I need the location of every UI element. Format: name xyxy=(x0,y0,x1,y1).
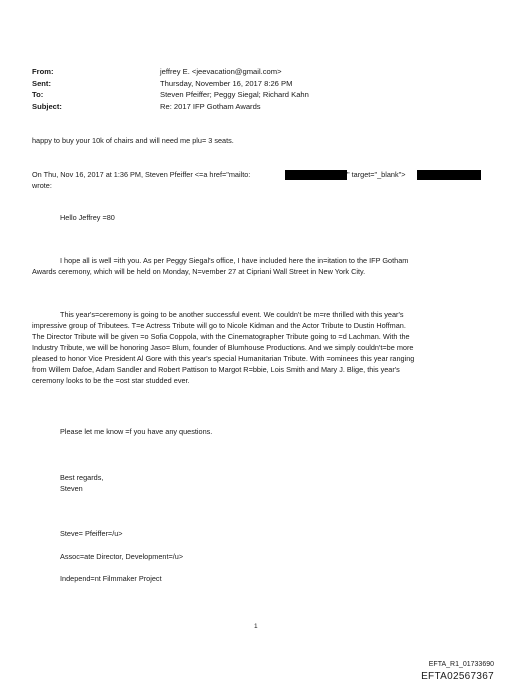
reply-text: happy to buy your 10k of chairs and will need me plu= 3 seats. xyxy=(32,136,234,145)
closing-name: Steven xyxy=(60,484,83,493)
redaction-box xyxy=(417,170,481,180)
from-label: From: xyxy=(32,67,54,76)
sent-value: Thursday, November 16, 2017 8:26 PM xyxy=(160,79,293,88)
page-number: 1 xyxy=(254,623,258,630)
paragraph-2-line: pleased to honor Vice President Al Gore with this year's special Humanitarian Tribute. With =ominees this year ranging xyxy=(32,354,415,363)
paragraph-1-line: Awards ceremony, which will be held on Monday, N=vember 27 at Cipriani Wall Street in New York City. xyxy=(32,267,366,276)
subject-label: Subject: xyxy=(32,102,62,111)
greeting: Hello Jeffrey =80 xyxy=(60,213,115,222)
closing-regards: Best regards, xyxy=(60,473,104,482)
paragraph-2-line: This year's=ceremony is going to be another successful event. We couldn't be m=re thrilled with this year's xyxy=(60,310,404,319)
subject-value: Re: 2017 IFP Gotham Awards xyxy=(160,102,261,111)
signature-org: Independ=nt Filmmaker Project xyxy=(60,574,162,583)
paragraph-2-line: ceremony looks to be the =ost star studded ever. xyxy=(32,376,190,385)
quote-intro-a: On Thu, Nov 16, 2017 at 1:36 PM, Steven Pfeiffer <=a href="mailto: xyxy=(32,170,251,179)
to-label: To: xyxy=(32,90,44,99)
paragraph-2-line: impressive group of Tributees. T=e Actress Tribute will go to Nicole Kidman and the Actor Tribute to Dustin Hoffman. xyxy=(32,321,406,330)
signature-name: Steve= Pfeiffer=/u> xyxy=(60,529,123,538)
paragraph-2-line: from Willem Dafoe, Adam Sandler and Robert Pattison to Margot R=bbie, Lois Smith and Mary J. Blige, this year's xyxy=(32,365,400,374)
quote-intro-wrote: wrote: xyxy=(32,181,52,190)
signature-title: Assoc=ate Director, Development=/u> xyxy=(60,552,184,561)
bates-number-large: EFTA02567367 xyxy=(421,671,494,682)
to-value: Steven Pfeiffer; Peggy Siegal; Richard Kahn xyxy=(160,90,309,99)
redaction-box xyxy=(285,170,347,180)
paragraph-2-line: The Director Tribute will be given =o Sofia Coppola, with the Cinematographer Tribute going to =d Lachman. With the xyxy=(32,332,410,341)
paragraph-1-line: I hope all is well =ith you. As per Peggy Siegal's office, I have included here the in=itation to the IFP Gotham xyxy=(60,256,409,265)
sent-label: Sent: xyxy=(32,79,51,88)
bates-number-small: EFTA_R1_01733690 xyxy=(428,661,494,668)
from-value: jeffrey E. <jeevacation@gmail.com> xyxy=(160,67,282,76)
quote-intro-b: " target="_blank"> xyxy=(347,170,406,179)
paragraph-2-line: Industry Tribute, we will be honoring Jaso= Blum, founder of Blumhouse Productions. And we simply couldn't=be more xyxy=(32,343,414,352)
paragraph-3: Please let me know =f you have any questions. xyxy=(60,427,213,436)
